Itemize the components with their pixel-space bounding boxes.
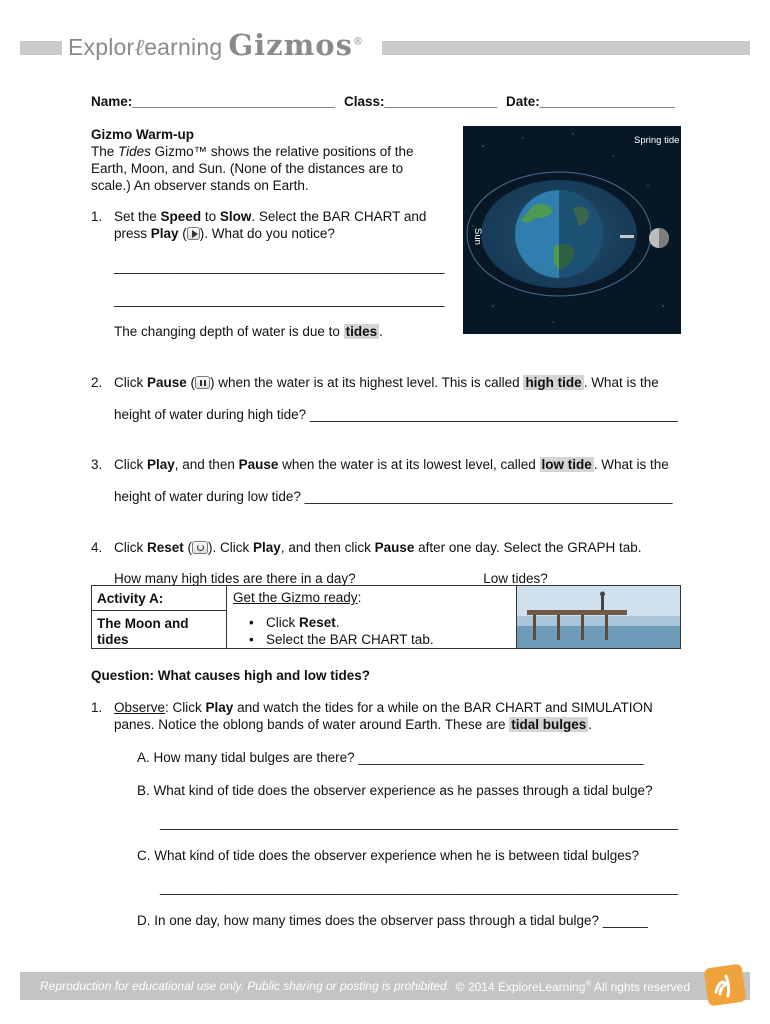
activity-image-cell bbox=[517, 586, 680, 648]
qa1-line1: Observe: Click Play and watch the tides for a while on the BAR CHART and SIMULATION bbox=[114, 700, 653, 715]
warmup-intro-line1: The Tides Gizmo™ shows the relative positions of the bbox=[91, 144, 414, 159]
footer-reproduction-note: Reproduction for educational use only. Public sharing or posting is prohibited. bbox=[40, 979, 451, 993]
brand-explorelearning: Explorℓearning bbox=[68, 34, 223, 61]
moon-shadow bbox=[659, 228, 669, 248]
pier-image bbox=[517, 586, 680, 648]
reset-icon bbox=[192, 541, 208, 554]
warmup-intro-line3: scale.) An observer stands on Earth. bbox=[91, 178, 309, 193]
question-d[interactable]: D. In one day, how many times does the observer pass through a tidal bulge? ______ bbox=[137, 913, 648, 928]
qa1-line2: panes. Notice the oblong bands of water around Earth. These are tidal bulges . bbox=[114, 717, 593, 732]
bullet-click-reset: Click Reset. bbox=[266, 615, 340, 630]
footer-bar bbox=[20, 972, 750, 1000]
brand-gizmos: Gizmos® bbox=[228, 28, 364, 62]
pause-icon bbox=[195, 376, 210, 389]
bullet-2-glyph: • bbox=[249, 632, 254, 647]
question-heading: Question: What causes high and low tides? bbox=[91, 668, 371, 683]
bullet-select-bar-chart: Select the BAR CHART tab. bbox=[266, 632, 434, 647]
explorelearning-logo-icon bbox=[702, 962, 748, 1008]
q4-number: 4. bbox=[91, 540, 103, 555]
activity-name-line1: The Moon and bbox=[97, 616, 189, 631]
question-a[interactable]: A. How many tidal bulges are there? ______________________________________ bbox=[137, 750, 644, 765]
q4-line1: Click Reset ( ). Click Play, and then click Pause after one day. Select the GRAPH tab. bbox=[114, 540, 642, 555]
activity-name-line2: tides bbox=[97, 632, 129, 647]
question-b-answer[interactable]: _____________________________________________________________________ bbox=[160, 815, 679, 830]
get-gizmo-ready: Get the Gizmo ready: bbox=[233, 590, 362, 605]
qa1-number: 1. bbox=[91, 700, 103, 715]
footer-copyright: © 2014 ExploreLearning® All rights reserved bbox=[455, 979, 690, 994]
q1-answer-line1[interactable]: ____________________________________________ bbox=[114, 259, 445, 274]
observer-marker bbox=[620, 235, 634, 238]
spring-tide-label: Spring tide bbox=[634, 135, 680, 146]
q2-number: 2. bbox=[91, 375, 103, 390]
warmup-intro-line2: Earth, Moon, and Sun. (None of the distances are to bbox=[91, 161, 404, 176]
q3-line1: Click Play, and then Pause when the water is at its lowest level, called low tide . What is the bbox=[114, 457, 669, 472]
tides-simulation-svg bbox=[463, 126, 681, 334]
name-field[interactable]: Name:___________________________ bbox=[91, 94, 335, 109]
q1-number: 1. bbox=[91, 209, 103, 224]
header-bar-right bbox=[382, 41, 750, 55]
q1-line2: press Play ( ). What do you notice? bbox=[114, 226, 335, 241]
q4-line2[interactable]: How many high tides are there in a day? ________________ Low tides? _______________ bbox=[114, 571, 665, 586]
bullet-1-glyph: • bbox=[249, 615, 254, 630]
warmup-title: Gizmo Warm-up bbox=[91, 127, 194, 142]
activity-title: Activity A: bbox=[97, 591, 164, 606]
question-c-answer[interactable]: _____________________________________________________________________ bbox=[160, 880, 679, 895]
q1-answer-line2[interactable]: ____________________________________________ bbox=[114, 292, 445, 307]
tides-note: The changing depth of water is due to tides . bbox=[114, 324, 383, 339]
play-icon bbox=[187, 227, 200, 240]
q3-line2[interactable]: height of water during low tide? _________________________________________________ bbox=[114, 489, 673, 504]
sun-label: Sun bbox=[472, 228, 483, 245]
header-bar-left bbox=[20, 41, 62, 55]
q1-line1: Set the Speed to Slow. Select the BAR CHART and bbox=[114, 209, 427, 224]
q2-line2[interactable]: height of water during high tide? _________________________________________________ bbox=[114, 407, 678, 422]
class-field[interactable]: Class:_______________ bbox=[344, 94, 498, 109]
question-b: B. What kind of tide does the observer experience as he passes through a tidal bulge? bbox=[137, 783, 653, 798]
brand-logo bbox=[68, 28, 364, 62]
date-field[interactable]: Date:__________________ bbox=[506, 94, 675, 109]
tides-simulation-image bbox=[463, 126, 681, 334]
q2-line1: Click Pause ( ) when the water is at its highest level. This is called high tide . What is the bbox=[114, 375, 659, 390]
question-c: C. What kind of tide does the observer experience when he is between tidal bulges? bbox=[137, 848, 640, 863]
q3-number: 3. bbox=[91, 457, 103, 472]
